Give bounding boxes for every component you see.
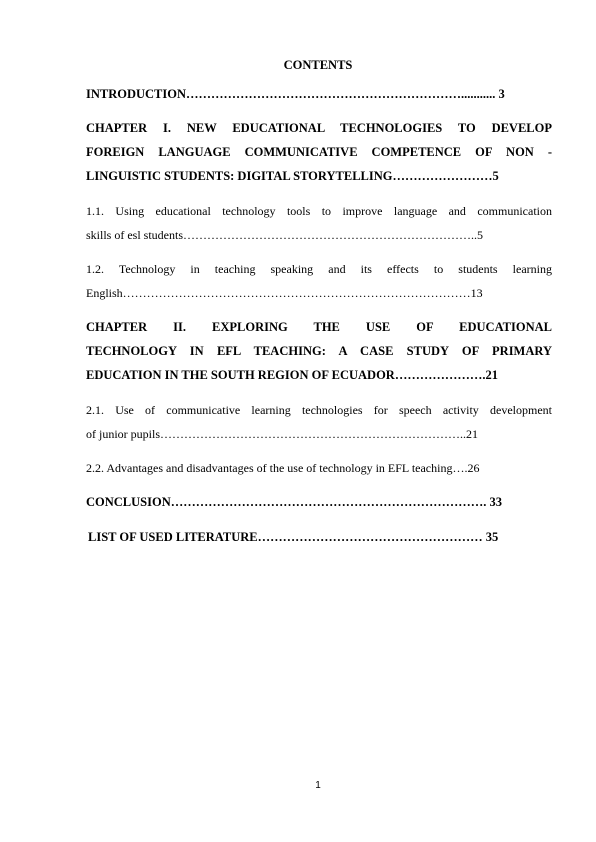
toc-line: 2.1. Use of communicative learning technologies for speech activity development [86, 403, 552, 417]
toc-line: INTRODUCTION…………………………………………………………........... 3 [86, 87, 505, 101]
toc-entry-literature[interactable] [88, 525, 554, 549]
toc-line: 1.1. Using educational technology tools to improve language and communication [86, 204, 552, 218]
toc-entry-section-1-2[interactable] [86, 257, 552, 305]
toc-line: FOREIGN LANGUAGE COMMUNICATIVE COMPETENCE OF NON - [86, 145, 552, 159]
page-number: 1 [315, 780, 321, 791]
toc-entry-section-1-1[interactable] [86, 199, 552, 247]
toc-entry-section-2-2[interactable] [86, 456, 552, 480]
toc-line: 1.2. Technology in teaching speaking and its effects to students learning [86, 262, 552, 276]
toc-line: skills of esl students………………………………………………………………..5 [86, 228, 484, 242]
toc-line: 2.2. Advantages and disadvantages of the use of technology in EFL teaching….26 [86, 461, 480, 475]
toc-entry-chapter-1[interactable] [86, 116, 552, 188]
toc-line: CHAPTER II. EXPLORING THE USE OF EDUCATIONAL [86, 320, 552, 334]
toc-line: of junior pupils…………………………………………………………………..21 [86, 427, 478, 441]
toc-entry-section-2-1[interactable] [86, 398, 552, 446]
toc-entry-chapter-2[interactable] [86, 315, 552, 387]
toc-line: LIST OF USED LITERATURE……………………………………………… 35 [88, 530, 499, 544]
toc-line: EDUCATION IN THE SOUTH REGION OF ECUADOR………………….21 [86, 368, 498, 382]
contents-title: CONTENTS [283, 58, 353, 72]
toc-entry-introduction[interactable] [86, 82, 552, 106]
toc-entry-conclusion[interactable] [86, 490, 552, 514]
toc-line: CHAPTER I. NEW EDUCATIONAL TECHNOLOGIES TO DEVELOP [86, 121, 552, 135]
toc-line: LINGUISTIC STUDENTS: DIGITAL STORYTELLING……………………5 [86, 169, 499, 183]
toc-line: English……………………………………………………………………………13 [86, 286, 483, 300]
toc-line: CONCLUSION…………………………………………………………………. 33 [86, 495, 502, 509]
toc-line: TECHNOLOGY IN EFL TEACHING: A CASE STUDY OF PRIMARY [86, 344, 552, 358]
